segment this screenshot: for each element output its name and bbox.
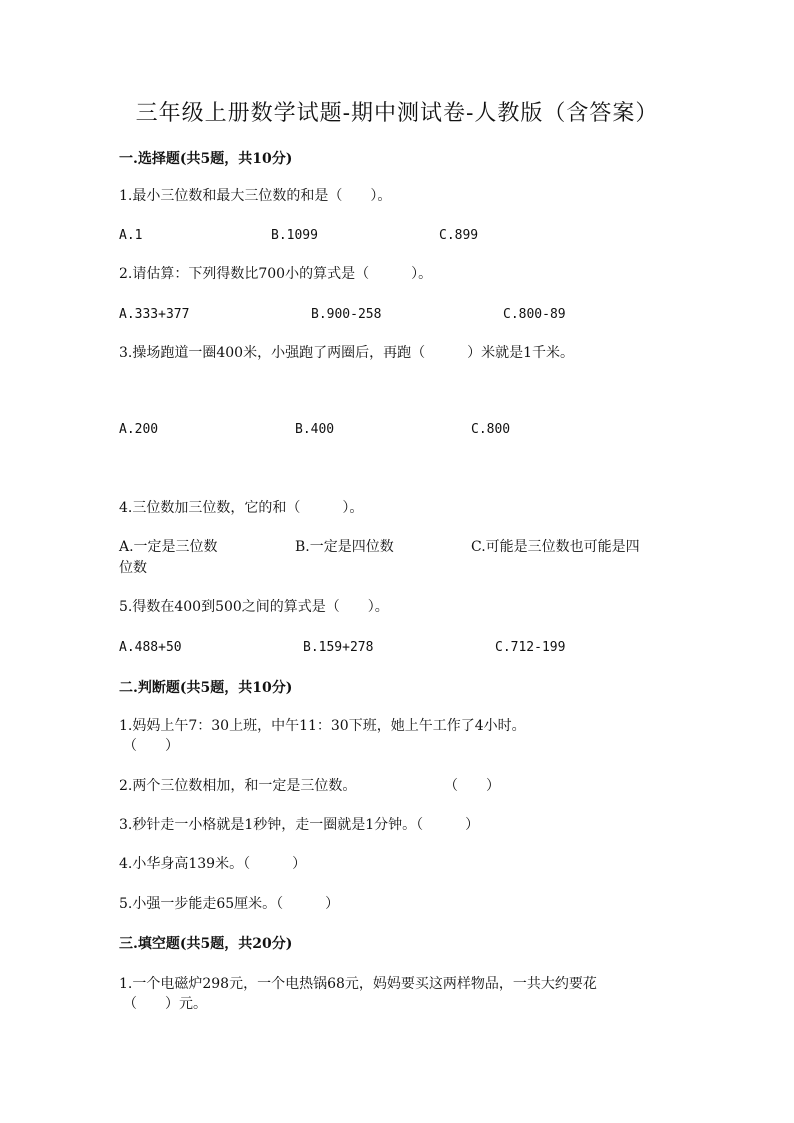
question-text: 4.小华身高139米。（ ） <box>119 856 307 872</box>
section-heading-judge: 二.判断题(共5题，共10分) <box>119 680 293 696</box>
option-a: A.一定是三位数 <box>119 539 218 555</box>
answer-paren: （ ） <box>123 738 179 754</box>
option-b: B.400 <box>295 422 335 437</box>
option-b: B.159+278 <box>303 640 374 655</box>
option-b: B.1099 <box>271 228 318 243</box>
option-c: C.800 <box>471 422 511 437</box>
option-c: C.可能是三位数也可能是四 <box>471 539 640 555</box>
option-b: B.900-258 <box>311 307 382 322</box>
question-text: 5.得数在400到500之间的算式是（ ）。 <box>119 599 389 615</box>
question-text: 1.妈妈上午7：30上班，中午11：30下班，她上午工作了4小时。 <box>119 718 526 734</box>
question-text: 1.一个电磁炉298元，一个电热锅68元，妈妈要买这两样物品，一共大约要花 <box>119 976 597 992</box>
option-b: B.一定是四位数 <box>295 539 394 555</box>
question-text: 3.操场跑道一圈400米，小强跑了两圈后，再跑（ ）米就是1千米。 <box>119 345 574 361</box>
option-c: C.712-199 <box>495 640 566 655</box>
section-heading-fill: 三.填空题(共5题，共20分) <box>119 936 293 952</box>
option-a: A.1 <box>119 228 143 243</box>
option-c: C.800-89 <box>503 307 566 322</box>
question-text: 4.三位数加三位数，它的和（ ）。 <box>119 500 364 516</box>
option-a: A.333+377 <box>119 307 190 322</box>
option-c-continued: 位数 <box>119 560 147 576</box>
section-heading-choice: 一.选择题(共5题，共10分) <box>119 151 293 167</box>
question-text: 1.最小三位数和最大三位数的和是（ ）。 <box>119 188 392 204</box>
question-text: 5.小强一步能走65厘米。（ ） <box>119 896 340 912</box>
question-text: 2.两个三位数相加，和一定是三位数。 <box>119 778 357 794</box>
question-text: 3.秒针走一小格就是1秒钟，走一圈就是1分钟。（ ） <box>119 817 480 833</box>
answer-paren: （ ） <box>444 778 500 794</box>
option-a: A.200 <box>119 422 159 437</box>
page-title: 三年级上册数学试题-期中测试卷-人教版（含答案） <box>135 101 659 126</box>
answer-paren: （ ）元。 <box>123 996 207 1012</box>
option-c: C.899 <box>439 228 479 243</box>
question-text: 2.请估算：下列得数比700小的算式是（ ）。 <box>119 266 433 282</box>
option-a: A.488+50 <box>119 640 182 655</box>
